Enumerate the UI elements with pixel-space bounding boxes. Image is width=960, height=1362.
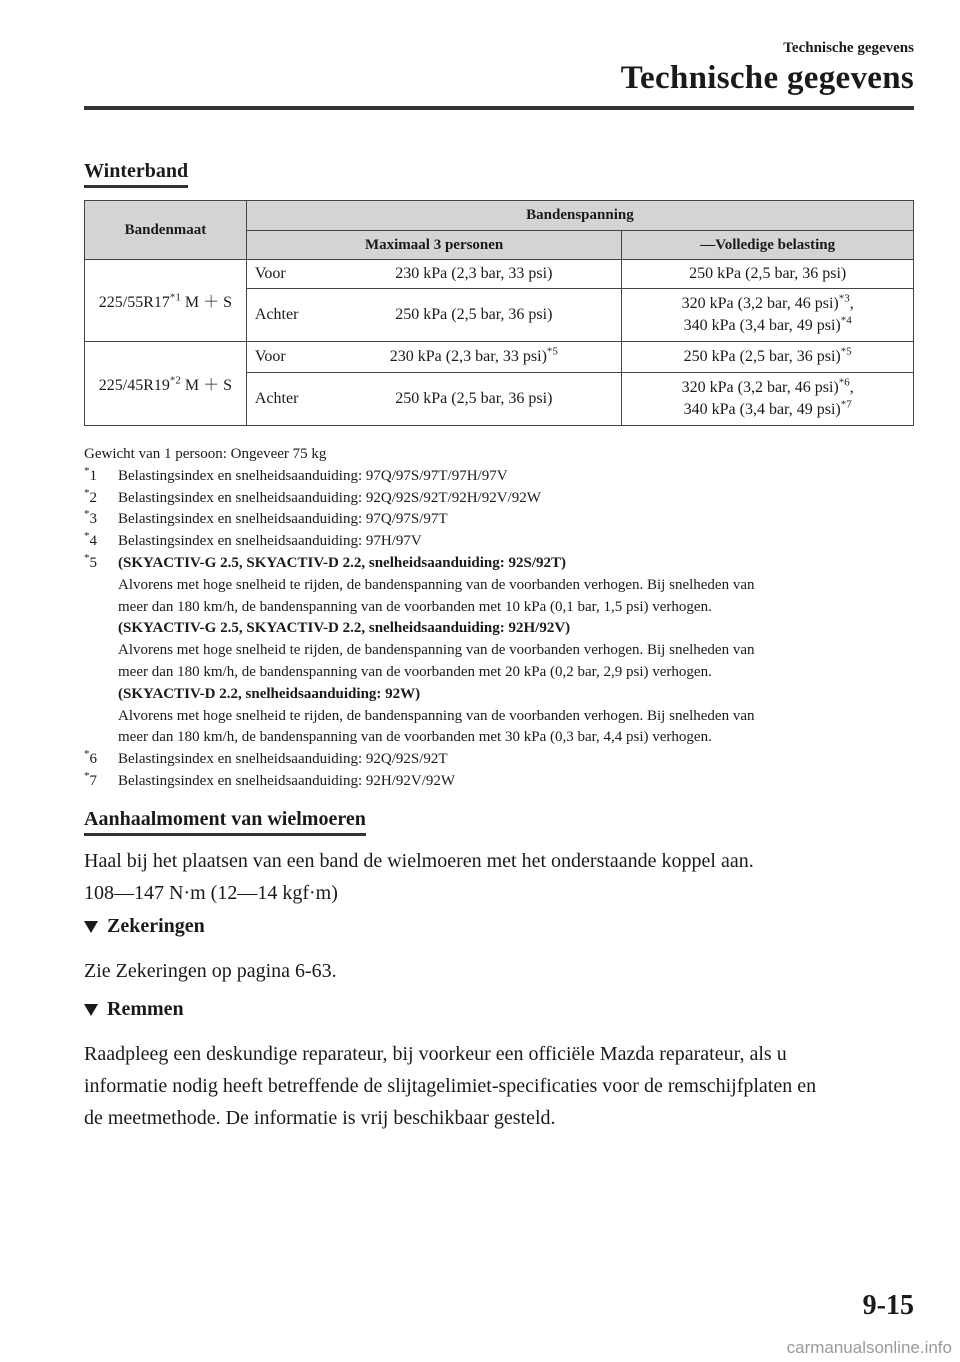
col-header-full-load: —Volledige belasting	[622, 231, 914, 260]
table-row	[85, 342, 914, 373]
running-header-title: Technische gegevens	[620, 60, 914, 96]
front-full-value: 250 kPa (2,5 bar, 36 psi)$^{*5}$	[622, 342, 914, 373]
weight-note: Gewicht van 1 persoon: Ongeveer 75 kg	[84, 446, 327, 462]
header-rule	[84, 106, 914, 110]
col-header-max-3-persons: Maximaal 3 personen	[246, 231, 622, 260]
col-header-tire-size: Bandenmaat	[85, 201, 247, 260]
section-title-torque: Aanhaalmoment van wielmoeren	[84, 808, 366, 836]
brakes-text: Raadpleeg een deskundige reparateur, bij voorkeur een officiële Mazda reparateur, als u informatie nodig heeft betreffende de slijtagelimiet-specificaties voor de remschijfplaten en de meetmethode. De informatie is vrij beschikbaar gesteld.	[84, 1043, 817, 1129]
fuses-text: Zie Zekeringen op pagina 6-63.	[84, 960, 337, 982]
rear-label: Achter	[246, 289, 326, 342]
page-number: 9-15	[862, 1290, 914, 1321]
footnote: *5 (SKYACTIV-G 2.5, SKYACTIV-D 2.2, snelheidsaanduiding: 92S/92T) Alvorens met hoge snelheid te rijden, de bandenspanning van de voorbanden verhogen. Bij snelheden van meer dan 180 km/h, de bandenspanning van de voorbanden met 10 kPa (0,1 bar, 1,5 psi) verhogen. (SKYACTIV-G 2.5, SKYACTIV-D 2.2, snelheidsaanduiding: 92H/92V) Alvorens met hoge snelheid te rijden, de bandenspanning van de voorbanden verhogen. Bij snelheden van meer dan 180 km/h, de bandenspanning van de voorbanden met 20 kPa (0,2 bar, 2,9 psi) verhogen. (SKYACTIV-D 2.2, snelheidsaanduiding: 92W) Alvorens met hoge snelheid te rijden, de bandenspanning van de voorbanden verhogen. Bij snelheden van meer dan 180 km/h, de bandenspanning van de voorbanden met 30 kPa (0,3 bar, 4,4 psi) verhogen.	[84, 551, 755, 746]
footnote: *2 Belastingsindex en snelheidsaanduiding: 92Q/92S/92T/92H/92V/92W	[84, 486, 541, 506]
front-max3-value: 230 kPa (2,3 bar, 33 psi)	[326, 260, 622, 289]
front-label: Voor	[246, 260, 326, 289]
table-row	[85, 260, 914, 289]
rear-full-value: 320 kPa (3,2 bar, 46 psi)$^{*3}$, 340 kPa (3,4 bar, 49 psi)$^{*4}$	[622, 289, 914, 342]
rear-full-value: 320 kPa (3,2 bar, 46 psi)$^{*6}$, 340 kPa (3,4 bar, 49 psi)$^{*7}$	[622, 373, 914, 426]
tire-size-cell: 225/45R19$^{*2}$ M ＋ S	[85, 342, 247, 426]
rear-max3-value: 250 kPa (2,5 bar, 36 psi)	[326, 289, 622, 342]
footnote: *6 Belastingsindex en snelheidsaanduiding: 92Q/92S/92T	[84, 748, 448, 768]
triangle-down-icon	[84, 921, 98, 933]
watermark: carmanualsonline.info	[786, 1338, 952, 1357]
footnote: *1 Belastingsindex en snelheidsaanduiding: 97Q/97S/97T/97H/97V	[84, 464, 508, 484]
torque-text: Haal bij het plaatsen van een band de wielmoeren met het onderstaande koppel aan. 108—147 N·m (12—14 kgf·m)	[84, 850, 754, 904]
col-header-tire-pressure: Bandenspanning	[246, 201, 913, 231]
triangle-down-icon	[84, 1004, 98, 1016]
footnotes	[84, 444, 914, 793]
subhead-fuses: Zekeringen	[84, 915, 205, 938]
running-header-small: Technische gegevens	[783, 40, 914, 56]
footnote: *7 Belastingsindex en snelheidsaanduiding: 92H/92V/92W	[84, 769, 456, 789]
rear-label: Achter	[246, 373, 326, 426]
section-title-winterband: Winterband	[84, 160, 188, 188]
front-label: Voor	[246, 342, 326, 373]
front-max3-value: 230 kPa (2,3 bar, 33 psi)$^{*5}$	[326, 342, 622, 373]
tire-size-cell: 225/55R17$^{*1}$ M ＋ S	[85, 260, 247, 342]
tire-pressure-table	[84, 200, 914, 426]
front-full-value: 250 kPa (2,5 bar, 36 psi)	[622, 260, 914, 289]
subhead-brakes: Remmen	[84, 998, 184, 1021]
footnote: *4 Belastingsindex en snelheidsaanduiding: 97H/97V	[84, 530, 422, 550]
rear-max3-value: 250 kPa (2,5 bar, 36 psi)	[326, 373, 622, 426]
footnote: *3 Belastingsindex en snelheidsaanduiding: 97Q/97S/97T	[84, 508, 448, 528]
